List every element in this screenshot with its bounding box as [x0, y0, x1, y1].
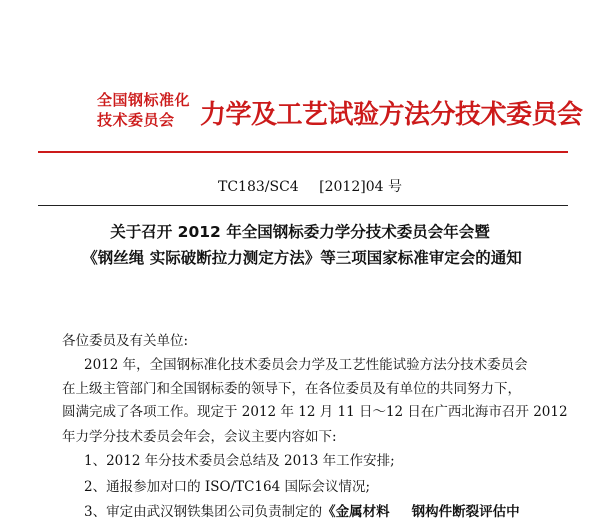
committee-name: 力学及工艺试验方法分技术委员会: [200, 100, 583, 130]
agenda-item-3-standard-title-b: 钢构件断裂评估中: [411, 504, 520, 520]
agenda-item-1: 1、2012 年分技术委员会总结及 2013 年工作安排;: [84, 453, 395, 469]
agenda-item-2: 2、通报参加对口的 ISO/TC164 国际会议情况;: [84, 479, 371, 495]
organization-name-line-2: 技术委员会: [97, 111, 175, 129]
agenda-item-3: [84, 503, 594, 521]
notice-title-line-1: 关于召开 2012 年全国钢标委力学分技术委员会年会暨: [110, 223, 490, 241]
document-code: TC183/SC4: [218, 179, 299, 195]
paragraph-line-3: 圆满完成了各项工作。现定于 2012 年 12 月 11 日～12 日在广西北海市召开 2012: [62, 404, 568, 420]
letterhead-red-rule: [38, 151, 568, 153]
agenda-item-3-standard-title-a: 《金属材料: [322, 504, 390, 520]
document-number: [0, 178, 600, 196]
paragraph-line-4: 年力学分技术委员会年会，会议主要内容如下:: [62, 429, 337, 445]
salutation: 各位委员及有关单位:: [62, 333, 189, 349]
organization-name-line-1: 全国钢标准化: [97, 91, 191, 109]
paragraph-line-1: 2012 年，全国钢标准化技术委员会力学及工艺性能试验方法分技术委员会: [84, 357, 528, 373]
header-divider: [38, 205, 568, 206]
document-year-number: [2012]04 号: [319, 179, 402, 195]
agenda-item-3-prefix: 3、审定由武汉钢铁集团公司负责制定的: [84, 504, 323, 520]
letterhead: [0, 74, 600, 144]
paragraph-line-2: 在上级主管部门和全国钢标委的领导下，在各位委员及有单位的共同努力下，: [62, 381, 521, 397]
notice-title-line-2: 《钢丝绳 实际破断拉力测定方法》等三项国家标准审定会的通知: [82, 249, 522, 267]
organization-name: [97, 90, 197, 130]
